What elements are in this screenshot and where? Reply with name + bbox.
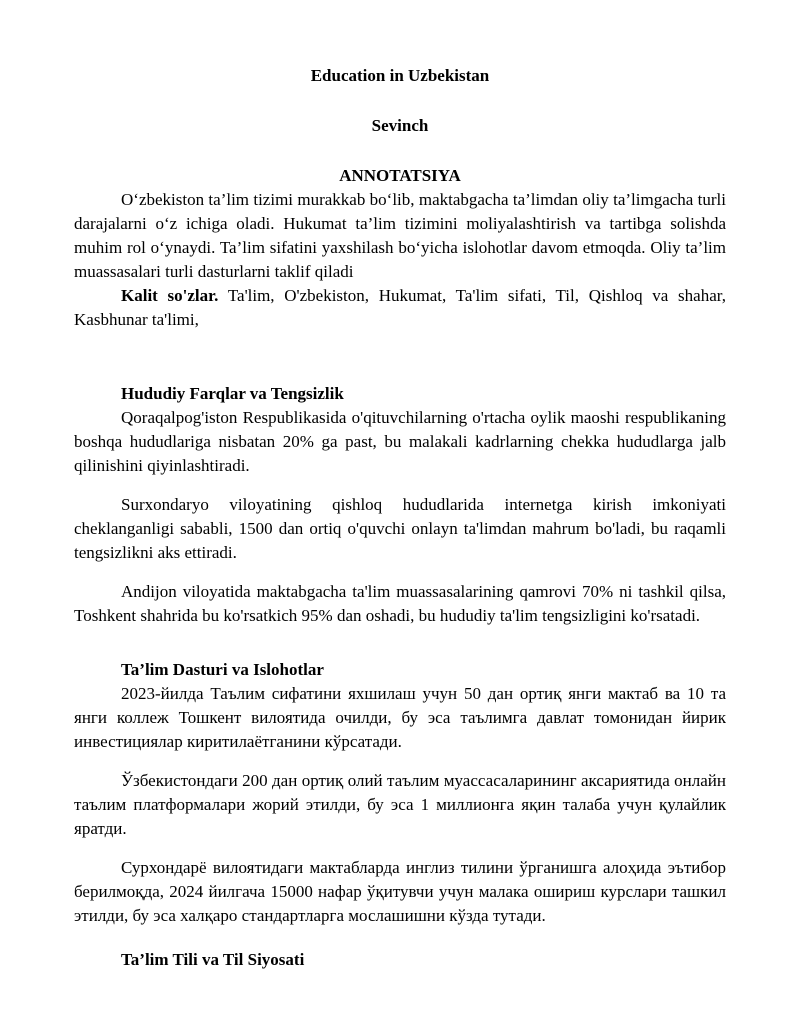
abstract-heading: ANNOTATSIYA — [339, 166, 461, 185]
keywords-label: Kalit so'zlar. — [121, 286, 219, 305]
section2-paragraph: Ўзбекистондаги 200 дан ортиқ олий таълим муассасаларининг аксариятида онлайн таълим платформалари жорий этилди, бу эса 1 миллионга яқин талаба учун қулайлик яратди. — [74, 771, 726, 838]
section-heading-education-reforms: Ta’lim Dasturi va Islohotlar — [121, 660, 324, 679]
section1-paragraph: Andijon viloyatida maktabgacha ta'lim muassasalarining qamrovi 70% ni tashkil qilsa, Toshkent shahrida bu ko'rsatkich 95% dan oshadi, bu hududiy ta'lim tengsizligini ko'rsatadi. — [74, 582, 726, 625]
document-title: Education in Uzbekistan — [310, 66, 490, 85]
section2-paragraph: 2023-йилда Таълим сифатини яхшилаш учун 50 дан ортиқ янги мактаб ва 10 та янги коллеж Тошкент вилоятида очилди, бу эса таълимга давлат томонидан йирик инвестициялар киритилаётганини кўрсатади. — [74, 684, 726, 751]
abstract-paragraph: O‘zbekiston ta’lim tizimi murakkab bo‘lib, maktabgacha ta’limdan oliy ta’limgacha turli darajalarni o‘z ichiga oladi. Hukumat ta’lim tizimini moliyalashtirish va tartibga solishda muhim rol o‘ynaydi. Ta’lim sifatini yaxshilash bo‘yicha islohotlar davom etmoqda. Oliy ta’lim muassasalari turli dasturlarni taklif qiladi — [74, 190, 726, 281]
section-heading-language-policy: Ta’lim Tili va Til Siyosati — [121, 950, 305, 969]
section-heading-regional-differences: Hududiy Farqlar va Tengsizlik — [121, 384, 344, 403]
section2-paragraph: Сурхондарё вилоятидаги мактабларда инглиз тилини ўрганишга алоҳида эътибор берилмоқда, 2024 йилгача 15000 нафар ўқитувчи учун малака ошириш курслари ташкил этилди, бу эса халқаро стандартларга мослашишни кўзда тутади. — [74, 858, 726, 925]
section1-paragraph: Qoraqalpog'iston Respublikasida o'qituvchilarning o'rtacha oylik maoshi respublikaning boshqa hududlariga nisbatan 20% ga past, bu malakali kadrlarning chekka hududlarga jalb qilinishini qiyinlashtiradi. — [74, 408, 726, 475]
document-author: Sevinch — [371, 116, 429, 135]
section1-paragraph: Surxondaryo viloyatining qishloq hududlarida internetga kirish imkoniyati cheklanganligi sababli, 1500 dan ortiq o'quvchi onlayn ta'limdan mahrum bo'ladi, bu raqamli tengsizlikni aks ettiradi. — [74, 495, 726, 562]
keywords-paragraph — [74, 284, 726, 332]
document-page — [74, 64, 726, 972]
keywords-text: Ta'lim, O'zbekiston, Hukumat, Ta'lim sifati, Til, Qishloq va shahar, Kasbhunar ta'limi, — [74, 286, 726, 329]
